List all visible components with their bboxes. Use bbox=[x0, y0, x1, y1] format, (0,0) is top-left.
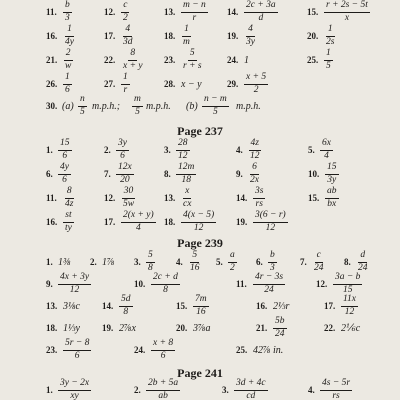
page237-answer-fraction bbox=[116, 139, 129, 162]
denominator: 5 bbox=[213, 106, 218, 117]
page237-answer-number: 8. bbox=[164, 169, 171, 179]
numerator: ab bbox=[325, 187, 339, 199]
page239-answer-fraction bbox=[119, 295, 133, 318]
top-answer-fraction bbox=[121, 25, 135, 48]
page239-answer-fraction bbox=[188, 251, 202, 274]
page241-answer-number: 3. bbox=[222, 385, 229, 395]
page239-answer-value: 2⅞x bbox=[119, 323, 136, 334]
page237-answer-fraction bbox=[176, 139, 190, 162]
numerator: 4 bbox=[246, 25, 255, 37]
page237-answer-fraction bbox=[176, 163, 196, 186]
numerator: 3y bbox=[116, 139, 129, 151]
item30-part-a: (a) bbox=[62, 101, 74, 112]
page239-answer-fraction bbox=[58, 273, 91, 296]
denominator: 12 bbox=[265, 222, 276, 233]
page237-answer-fraction bbox=[325, 187, 339, 210]
page241-answer-fraction bbox=[320, 379, 352, 400]
denominator: ty bbox=[65, 222, 72, 233]
denominator: 8 bbox=[163, 284, 168, 295]
page239-answer-value: 2⅓r bbox=[273, 301, 290, 312]
page239-answer-fraction bbox=[333, 273, 362, 296]
denominator: 18 bbox=[181, 174, 191, 185]
top-answer-fraction bbox=[181, 49, 204, 72]
page239-answer-number: 5. bbox=[216, 257, 223, 267]
item30-unit-2: m.p.h. bbox=[146, 101, 171, 112]
page237-answer-fraction bbox=[248, 163, 261, 186]
page239-answer-value: 3⅛c bbox=[63, 301, 80, 312]
page239-answer-number: 4. bbox=[176, 257, 183, 267]
page239-answer-number: 18. bbox=[46, 323, 58, 333]
numerator: m − n bbox=[181, 1, 208, 13]
item30-unit-1: m.p.h.; bbox=[92, 101, 121, 112]
numerator: 5 bbox=[190, 251, 199, 263]
page241-answer-fraction bbox=[234, 379, 268, 400]
denominator: 3y bbox=[327, 174, 337, 185]
page239-answer-number: 8. bbox=[344, 257, 351, 267]
numerator: 5 bbox=[146, 251, 155, 263]
page239-answer-number: 7. bbox=[300, 257, 307, 267]
numerator: 8 bbox=[65, 187, 74, 199]
numerator: 6x bbox=[320, 139, 333, 151]
page239-answer-number: 9. bbox=[46, 279, 53, 289]
top-answer-fraction bbox=[244, 73, 268, 96]
numerator: 15 bbox=[58, 139, 72, 151]
numerator: 3s bbox=[253, 187, 265, 199]
denominator: r + s bbox=[183, 60, 202, 71]
page237-answer-number: 1. bbox=[46, 145, 53, 155]
page241-answer-number: 1. bbox=[46, 385, 53, 395]
top-answer-fraction bbox=[121, 73, 130, 96]
numerator: 15 bbox=[325, 163, 339, 175]
page239-answer-number: 3. bbox=[134, 257, 141, 267]
page237-answer-number: 16. bbox=[46, 217, 58, 227]
page239-answer-fraction bbox=[253, 273, 285, 296]
top-answer-fraction bbox=[181, 25, 192, 48]
numerator: 4r − 3s bbox=[253, 273, 285, 285]
denominator: 24 bbox=[358, 262, 368, 273]
numerator: 5d bbox=[119, 295, 133, 307]
denominator: 16 bbox=[196, 306, 206, 317]
denominator: 5 bbox=[80, 106, 85, 117]
denominator: 4z bbox=[65, 198, 74, 209]
denominator: 4 bbox=[135, 222, 141, 233]
numerator: n bbox=[78, 95, 87, 107]
numerator: d bbox=[358, 251, 367, 263]
denominator: 6 bbox=[62, 150, 68, 161]
denominator: 24 bbox=[314, 262, 324, 273]
top-answer-number: 24. bbox=[227, 55, 239, 65]
numerator: c bbox=[315, 251, 323, 263]
top-answer-number: 12. bbox=[104, 7, 116, 17]
page237-answer-number: 19. bbox=[236, 217, 248, 227]
page239-answer-number: 1. bbox=[46, 257, 53, 267]
page239-answer-value: 2⅙c bbox=[341, 323, 361, 334]
numerator: 6 bbox=[250, 163, 259, 175]
denominator: 3 bbox=[270, 262, 275, 273]
numerator: n − m bbox=[202, 95, 229, 107]
denominator: cx bbox=[183, 198, 192, 209]
page239-answer-value: 42⅞ in. bbox=[253, 345, 284, 356]
denominator: 12 bbox=[344, 306, 355, 317]
top-answer-fraction bbox=[324, 25, 336, 48]
denominator: 4y bbox=[65, 36, 74, 47]
denominator: r bbox=[192, 12, 197, 23]
page-237-heading: Page 237 bbox=[177, 124, 223, 138]
denominator: 6 bbox=[62, 174, 67, 185]
numerator: 4s − 5r bbox=[320, 379, 352, 391]
top-answer-fraction bbox=[121, 49, 145, 72]
numerator: 1 bbox=[324, 49, 333, 61]
denominator: ab bbox=[158, 390, 168, 400]
page239-answer-fraction bbox=[151, 339, 175, 362]
denominator: 6 bbox=[74, 350, 80, 361]
top-answer-number: 22. bbox=[104, 55, 116, 65]
numerator: 30 bbox=[122, 187, 136, 199]
denominator: 3 bbox=[65, 12, 70, 23]
numerator: 12m bbox=[176, 163, 196, 175]
numerator: 2c + d bbox=[151, 273, 180, 285]
top-answer-number: 21. bbox=[46, 55, 58, 65]
numerator: x + 8 bbox=[151, 339, 175, 351]
numerator: 3d + 4c bbox=[234, 379, 268, 391]
numerator: 4x + 3y bbox=[58, 273, 91, 285]
numerator: 2 bbox=[64, 49, 73, 61]
top-answer-value: 1 bbox=[244, 55, 249, 66]
top-answer-fraction bbox=[324, 1, 370, 24]
denominator: w bbox=[65, 60, 72, 71]
denominator: m bbox=[183, 36, 190, 47]
page237-answer-number: 14. bbox=[236, 193, 248, 203]
page237-answer-fraction bbox=[63, 211, 74, 234]
item30-part-b: (b) bbox=[186, 101, 198, 112]
denominator: x bbox=[344, 12, 350, 23]
page239-answer-number: 16. bbox=[256, 301, 268, 311]
page237-answer-number: 13. bbox=[164, 193, 176, 203]
page239-answer-number: 12. bbox=[316, 279, 328, 289]
numerator: 1 bbox=[63, 73, 72, 85]
top-answer-number: 16. bbox=[46, 31, 58, 41]
numerator: x bbox=[183, 187, 191, 199]
page237-answer-number: 2. bbox=[104, 145, 111, 155]
numerator: 4(x − 5) bbox=[181, 211, 216, 223]
numerator: m bbox=[132, 95, 143, 107]
page237-answer-fraction bbox=[325, 163, 339, 186]
page239-answer-number: 10. bbox=[134, 279, 146, 289]
denominator: 15 bbox=[342, 284, 353, 295]
top-answer-number: 11. bbox=[46, 7, 57, 17]
denominator: 4 bbox=[324, 150, 329, 161]
denominator: 2 bbox=[253, 84, 259, 95]
denominator: 2 bbox=[123, 12, 128, 23]
numerator: 12x bbox=[116, 163, 134, 175]
denominator: 12 bbox=[250, 150, 260, 161]
denominator: bx bbox=[327, 198, 337, 209]
page-241-heading: Page 241 bbox=[177, 366, 223, 380]
denominator: rs bbox=[332, 390, 340, 400]
denominator: 12 bbox=[69, 284, 80, 295]
page237-answer-number: 17. bbox=[104, 217, 116, 227]
page241-answer-number: 2. bbox=[134, 385, 141, 395]
page237-answer-fraction bbox=[253, 187, 265, 210]
page237-answer-number: 3. bbox=[164, 145, 171, 155]
page239-answer-number: 13. bbox=[46, 301, 58, 311]
top-answer-number: 20. bbox=[307, 31, 319, 41]
top-answer-number: 17. bbox=[104, 31, 116, 41]
top-answer-fraction bbox=[63, 25, 76, 48]
page241-answer-fraction bbox=[58, 379, 91, 400]
item30-fraction-3 bbox=[202, 95, 229, 118]
numerator: 7m bbox=[193, 295, 209, 307]
numerator: 3y − 2x bbox=[58, 379, 91, 391]
denominator: 12 bbox=[193, 222, 204, 233]
numerator: b bbox=[268, 251, 277, 263]
numerator: c bbox=[121, 1, 129, 13]
page239-answer-value: 1⅜ bbox=[58, 257, 71, 268]
denominator: 24 bbox=[275, 328, 285, 339]
numerator: 1 bbox=[326, 25, 335, 37]
page239-answer-number: 15. bbox=[176, 301, 188, 311]
top-answer-fraction bbox=[63, 49, 73, 72]
top-answer-number: 13. bbox=[164, 7, 176, 17]
page239-answer-fraction bbox=[63, 339, 91, 362]
denominator: xy bbox=[70, 390, 79, 400]
page237-answer-number: 7. bbox=[104, 169, 111, 179]
page239-answer-fraction bbox=[151, 273, 180, 296]
page239-answer-fraction bbox=[341, 295, 358, 318]
denominator: 3d bbox=[123, 36, 133, 47]
item30-fraction-1 bbox=[78, 95, 87, 118]
page239-answer-number: 14. bbox=[102, 301, 114, 311]
denominator: 6 bbox=[120, 150, 125, 161]
page237-answer-number: 18. bbox=[164, 217, 176, 227]
numerator: 2b + 5a bbox=[146, 379, 180, 391]
numerator: st bbox=[63, 211, 73, 223]
numerator: 1 bbox=[121, 73, 130, 85]
page239-answer-number: 17. bbox=[324, 301, 336, 311]
numerator: x + 5 bbox=[244, 73, 268, 85]
top-answer-fraction bbox=[121, 1, 130, 24]
denominator: 8 bbox=[148, 262, 153, 273]
numerator: b bbox=[63, 1, 72, 13]
page239-answer-fraction bbox=[146, 251, 155, 274]
denominator: 2s bbox=[326, 36, 335, 47]
page237-answer-fraction bbox=[116, 163, 134, 186]
page237-answer-fraction bbox=[58, 139, 72, 162]
top-answer-number: 14. bbox=[227, 7, 239, 17]
numerator: r + 2s − 5t bbox=[324, 1, 370, 13]
page239-answer-number: 23. bbox=[46, 345, 58, 355]
page239-answer-fraction bbox=[356, 251, 370, 274]
top-answer-number: 25. bbox=[307, 55, 319, 65]
page237-answer-fraction bbox=[63, 187, 75, 210]
denominator: d bbox=[258, 12, 264, 23]
item30-fraction-2 bbox=[132, 95, 143, 118]
page239-answer-number: 22. bbox=[324, 323, 336, 333]
numerator: a bbox=[228, 251, 237, 263]
page239-answer-number: 11. bbox=[236, 279, 247, 289]
item30-unit-3: m.p.h. bbox=[236, 101, 261, 112]
page237-answer-fraction bbox=[181, 211, 216, 234]
page241-answer-fraction bbox=[146, 379, 180, 400]
denominator: 2x bbox=[250, 174, 259, 185]
page239-answer-number: 2. bbox=[90, 257, 97, 267]
denominator: 5w bbox=[123, 198, 135, 209]
top-answer-fraction bbox=[181, 1, 208, 24]
top-answer-number: 23. bbox=[164, 55, 176, 65]
numerator: 2c + 3a bbox=[244, 1, 278, 13]
page239-answer-fraction bbox=[193, 295, 209, 318]
page237-answer-fraction bbox=[248, 139, 262, 162]
top-answer-fraction bbox=[244, 25, 257, 48]
numerator: 2(x + y) bbox=[121, 211, 156, 223]
denominator: cd bbox=[246, 390, 256, 400]
page239-answer-fraction bbox=[268, 251, 277, 274]
page237-answer-number: 12. bbox=[104, 193, 116, 203]
denominator: 8 bbox=[123, 306, 129, 317]
numerator: 3(6 − r) bbox=[253, 211, 288, 223]
page239-answer-value: 1⅓y bbox=[63, 323, 80, 334]
top-answer-fraction bbox=[63, 73, 72, 96]
page239-answer-fraction bbox=[312, 251, 326, 274]
page239-answer-number: 6. bbox=[256, 257, 263, 267]
denominator: 6 bbox=[65, 84, 70, 95]
numerator: 4y bbox=[58, 163, 71, 175]
denominator: 16 bbox=[190, 262, 200, 273]
page239-answer-number: 25. bbox=[236, 345, 248, 355]
page237-answer-number: 15. bbox=[308, 193, 320, 203]
numerator: 5 bbox=[188, 49, 197, 61]
denominator: 12 bbox=[178, 150, 188, 161]
page241-answer-number: 4. bbox=[308, 385, 315, 395]
page237-answer-number: 10. bbox=[308, 169, 320, 179]
top-answer-fraction bbox=[63, 1, 72, 24]
numerator: 1 bbox=[65, 25, 74, 37]
denominator: 5 bbox=[326, 60, 331, 71]
denominator: 6 bbox=[160, 350, 166, 361]
top-answer-fraction bbox=[244, 1, 278, 24]
numerator: 5r − 8 bbox=[63, 339, 91, 351]
page237-answer-number: 5. bbox=[308, 145, 315, 155]
page237-answer-fraction bbox=[253, 211, 288, 234]
numerator: 8 bbox=[128, 49, 137, 61]
page239-answer-number: 24. bbox=[134, 345, 146, 355]
page237-answer-number: 11. bbox=[46, 193, 57, 203]
denominator: 20 bbox=[120, 174, 130, 185]
page237-answer-fraction bbox=[320, 139, 333, 162]
top-answer-value: x − y bbox=[181, 79, 202, 90]
page239-answer-number: 19. bbox=[102, 323, 114, 333]
numerator: 3a − b bbox=[333, 273, 362, 285]
page237-answer-fraction bbox=[121, 211, 156, 234]
top-answer-number: 18. bbox=[164, 31, 176, 41]
top-answer-number: 27. bbox=[104, 79, 116, 89]
top-answer-fraction bbox=[324, 49, 333, 72]
numerator: 5b bbox=[273, 317, 287, 329]
page237-answer-fraction bbox=[181, 187, 193, 210]
page-239-heading: Page 239 bbox=[177, 236, 223, 250]
top-answer-number: 29. bbox=[227, 79, 239, 89]
page239-answer-fraction bbox=[273, 317, 287, 340]
top-answer-number: 26. bbox=[46, 79, 58, 89]
page237-answer-number: 4. bbox=[236, 145, 243, 155]
item30-number: 30. bbox=[46, 101, 58, 111]
denominator: 24 bbox=[264, 284, 274, 295]
top-answer-number: 19. bbox=[227, 31, 239, 41]
page239-answer-value: 1⅞ bbox=[102, 257, 115, 268]
numerator: 11x bbox=[341, 295, 358, 307]
denominator: 5 bbox=[135, 106, 140, 117]
denominator: 3y bbox=[246, 36, 255, 47]
page239-answer-value: 3⅞a bbox=[193, 323, 211, 334]
page239-answer-fraction bbox=[228, 251, 237, 274]
denominator: r bbox=[123, 84, 128, 95]
page239-answer-number: 20. bbox=[176, 323, 188, 333]
page237-answer-fraction bbox=[121, 187, 136, 210]
numerator: 4 bbox=[123, 25, 132, 37]
denominator: x + y bbox=[123, 60, 143, 71]
top-answer-number: 15. bbox=[307, 7, 319, 17]
page237-answer-fraction bbox=[58, 163, 71, 186]
page237-answer-number: 6. bbox=[46, 169, 53, 179]
page239-answer-number: 21. bbox=[256, 323, 268, 333]
numerator: 28 bbox=[176, 139, 190, 151]
numerator: 4z bbox=[249, 139, 261, 151]
denominator: rs bbox=[255, 198, 263, 209]
denominator: 2 bbox=[230, 262, 235, 273]
top-answer-number: 28. bbox=[164, 79, 176, 89]
numerator: 1 bbox=[182, 25, 191, 37]
page237-answer-number: 9. bbox=[236, 169, 243, 179]
